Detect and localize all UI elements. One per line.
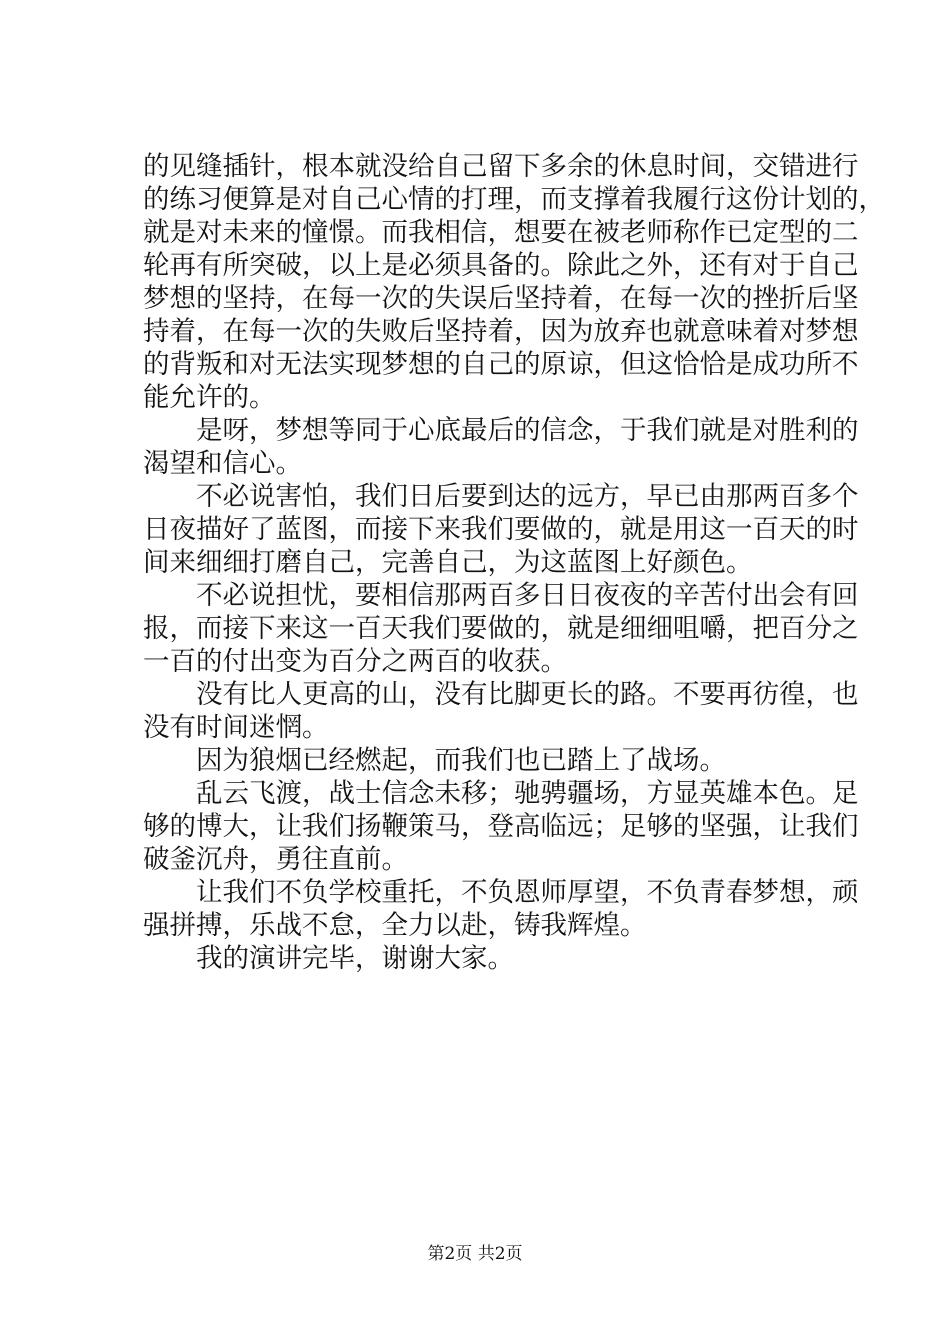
text-line: 我的演讲完毕，谢谢大家。 (143, 943, 514, 974)
text-line: 轮再有所突破，以上是必须具备的。除此之外，还有对于自己 (143, 250, 859, 281)
text-line: 持着，在每一次的失败后坚持着，因为放弃也就意味着对梦想 (143, 316, 859, 347)
text-line: 渴望和信心。 (143, 448, 302, 479)
text-line: 间来细细打磨自己，完善自己，为这蓝图上好颜色。 (143, 547, 753, 578)
text-line: 不必说害怕，我们日后要到达的远方，早已由那两百多个 (143, 481, 859, 512)
paragraph (143, 480, 859, 579)
text-line: 乱云飞渡，战士信念未移；驰骋疆场，方显英雄本色。足 (143, 778, 859, 809)
text-line: 就是对未来的憧憬。而我相信，想要在被老师称作已定型的二 (143, 217, 859, 248)
page-footer: 第2页 共2页 (427, 1244, 523, 1264)
text-line: 是呀，梦想等同于心底最后的信念，于我们就是对胜利的 (143, 415, 859, 446)
paragraph (143, 876, 859, 942)
paragraph (143, 414, 859, 480)
text-line: 让我们不负学校重托，不负恩师厚望，不负青春梦想，顽 (143, 877, 859, 908)
text-line: 的见缝插针，根本就没给自己留下多余的休息时间，交错进行 (143, 151, 859, 182)
paragraph (143, 678, 859, 744)
text-line: 的背叛和对无法实现梦想的自己的原谅，但这恰恰是成功所不 (143, 349, 859, 380)
text-line: 的练习便算是对自己心情的打理，而支撑着我履行这份计划的， (143, 184, 885, 215)
text-line: 报，而接下来这一百天我们要做的，就是细细咀嚼，把百分之 (143, 613, 859, 644)
text-line: 没有比人更高的山，没有比脚更长的路。不要再彷徨，也 (143, 679, 859, 710)
text-line: 日夜描好了蓝图，而接下来我们要做的，就是用这一百天的时 (143, 514, 859, 545)
text-line: 梦想的坚持，在每一次的失误后坚持着，在每一次的挫折后坚 (143, 283, 859, 314)
text-line: 能允许的。 (143, 382, 276, 413)
paragraph (143, 942, 843, 975)
text-line: 因为狼烟已经燃起，而我们也已踏上了战场。 (143, 745, 726, 776)
paragraph (143, 150, 885, 414)
paragraph (143, 744, 843, 777)
text-line: 够的博大，让我们扬鞭策马，登高临远；足够的坚强，让我们 (143, 811, 859, 842)
text-line: 不必说担忧，要相信那两百多日日夜夜的辛苦付出会有回 (143, 580, 859, 611)
paragraph (143, 777, 859, 876)
text-line: 没有时间迷惘。 (143, 712, 329, 743)
text-line: 破釜沉舟，勇往直前。 (143, 844, 408, 875)
paragraph (143, 579, 859, 678)
body-text (143, 150, 885, 975)
text-line: 一百的付出变为百分之两百的收获。 (143, 646, 567, 677)
text-line: 强拼搏，乐战不怠，全力以赴，铸我辉煌。 (143, 910, 647, 941)
